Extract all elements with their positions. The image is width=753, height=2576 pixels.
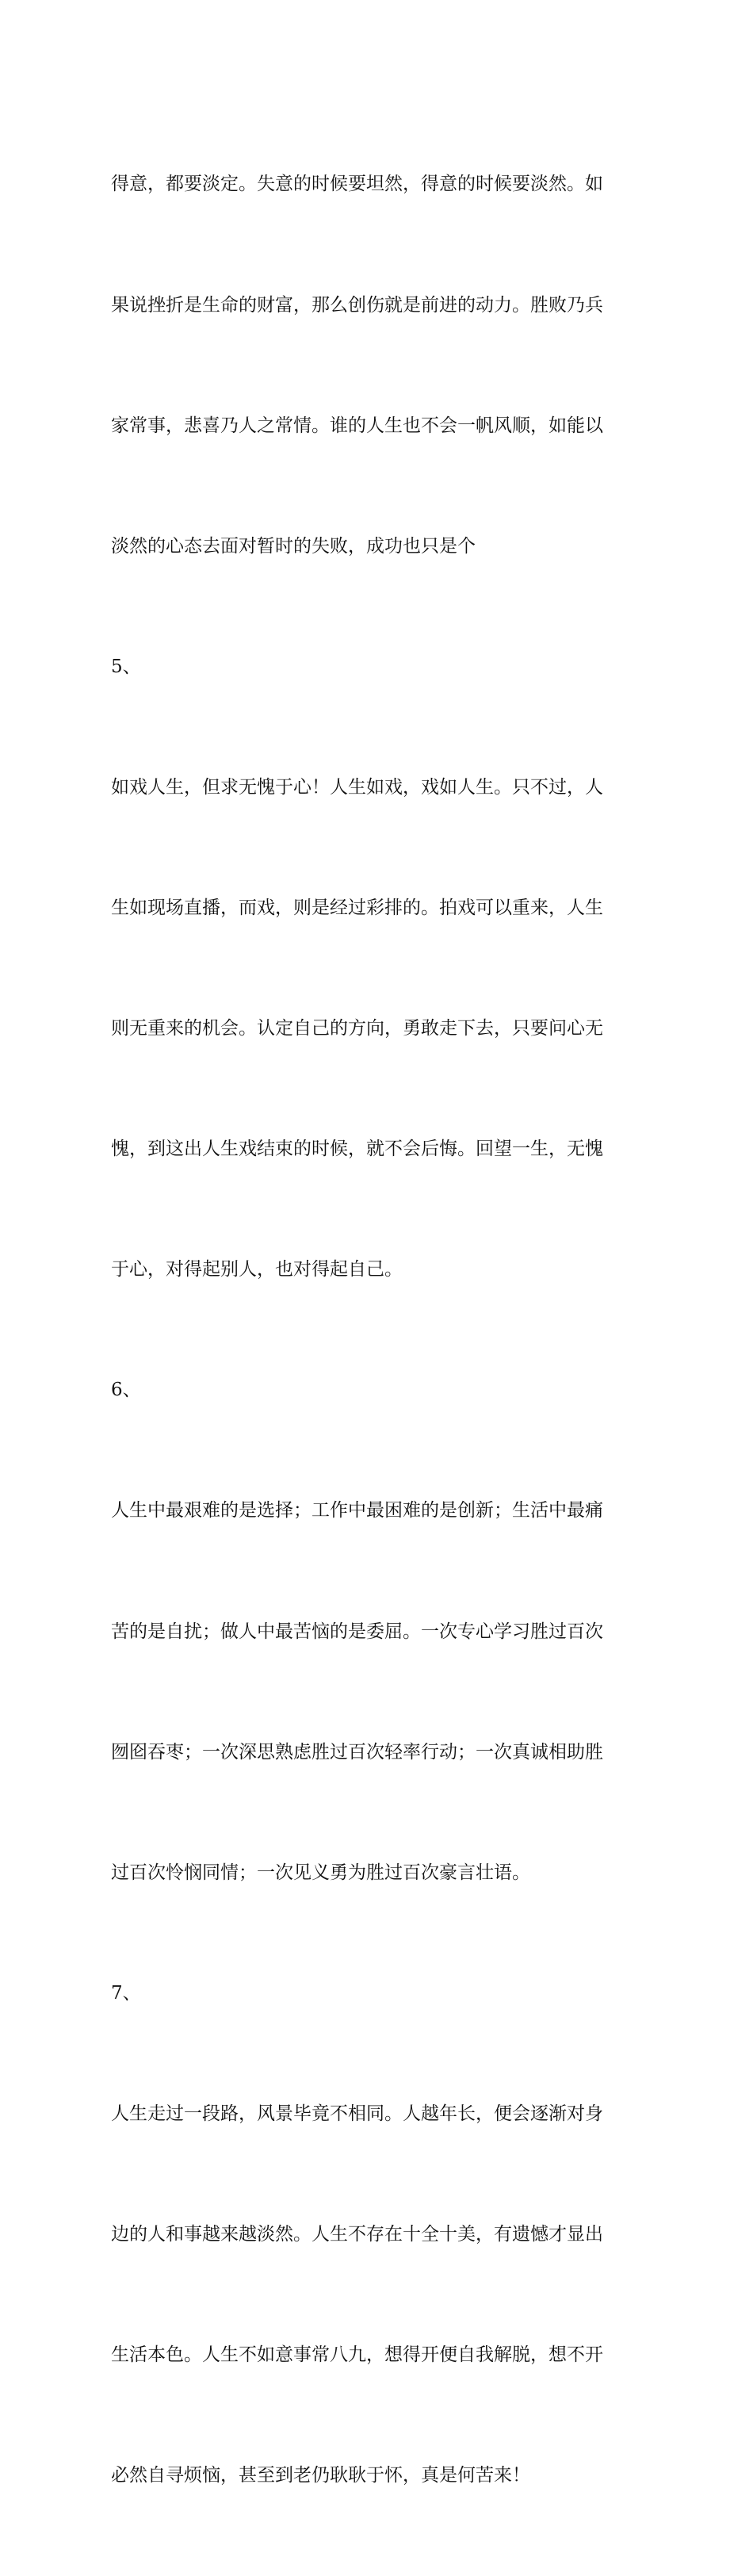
item-number-6: 6、 bbox=[111, 1370, 650, 1410]
text-line: 过百次怜悯同情；一次见义勇为胜过百次豪言壮语。 bbox=[111, 1853, 650, 1893]
item-number-5: 5、 bbox=[111, 647, 650, 687]
text-line: 边的人和事越来越淡然。人生不存在十全十美，有遗憾才显出 bbox=[111, 2214, 650, 2255]
document-body bbox=[111, 84, 650, 2576]
text-line: 家常事，悲喜乃人之常情。谁的人生也不会一帆风顺，如能以 bbox=[111, 406, 650, 446]
text-line: 于心，对得起别人，也对得起自己。 bbox=[111, 1250, 650, 1290]
document-page bbox=[0, 0, 753, 974]
text-line: 果说挫折是生命的财富，那么创伤就是前进的动力。胜败乃兵 bbox=[111, 285, 650, 326]
text-line: 苦的是自扰；做人中最苦恼的是委屈。一次专心学习胜过百次 bbox=[111, 1612, 650, 1652]
text-line: 人生走过一段路，风景毕竟不相同。人越年长，便会逐渐对身 bbox=[111, 2094, 650, 2134]
text-line: 人生中最艰难的是选择；工作中最困难的是创新；生活中最痛 bbox=[111, 1491, 650, 1531]
paragraph-continued bbox=[111, 84, 650, 647]
text-line: 则无重来的机会。认定自己的方向，勇敢走下去，只要问心无 bbox=[111, 1009, 650, 1049]
text-line: 愧，到这出人生戏结束的时候，就不会后悔。回望一生，无愧 bbox=[111, 1129, 650, 1169]
paragraph-item-6 bbox=[111, 1410, 650, 1973]
text-line: 生如现场直播，而戏，则是经过彩排的。拍戏可以重来，人生 bbox=[111, 888, 650, 928]
text-line: 淡然的心态去面对暂时的失败，成功也只是个 bbox=[111, 526, 650, 567]
item-number-7: 7、 bbox=[111, 1973, 650, 2014]
paragraph-item-7 bbox=[111, 2014, 650, 2576]
text-line: 如戏人生，但求无愧于心！人生如戏，戏如人生。只不过，人 bbox=[111, 767, 650, 808]
text-line: 得意，都要淡定。失意的时候要坦然，得意的时候要淡然。如 bbox=[111, 164, 650, 205]
text-line: 必然自寻烦恼，甚至到老仍耿耿于怀，真是何苦来！ bbox=[111, 2455, 650, 2496]
text-line: 生活本色。人生不如意事常八九，想得开便自我解脱，想不开 bbox=[111, 2335, 650, 2375]
text-line: 囫囵吞枣；一次深思熟虑胜过百次轻率行动；一次真诚相助胜 bbox=[111, 1732, 650, 1773]
paragraph-item-5 bbox=[111, 687, 650, 1370]
